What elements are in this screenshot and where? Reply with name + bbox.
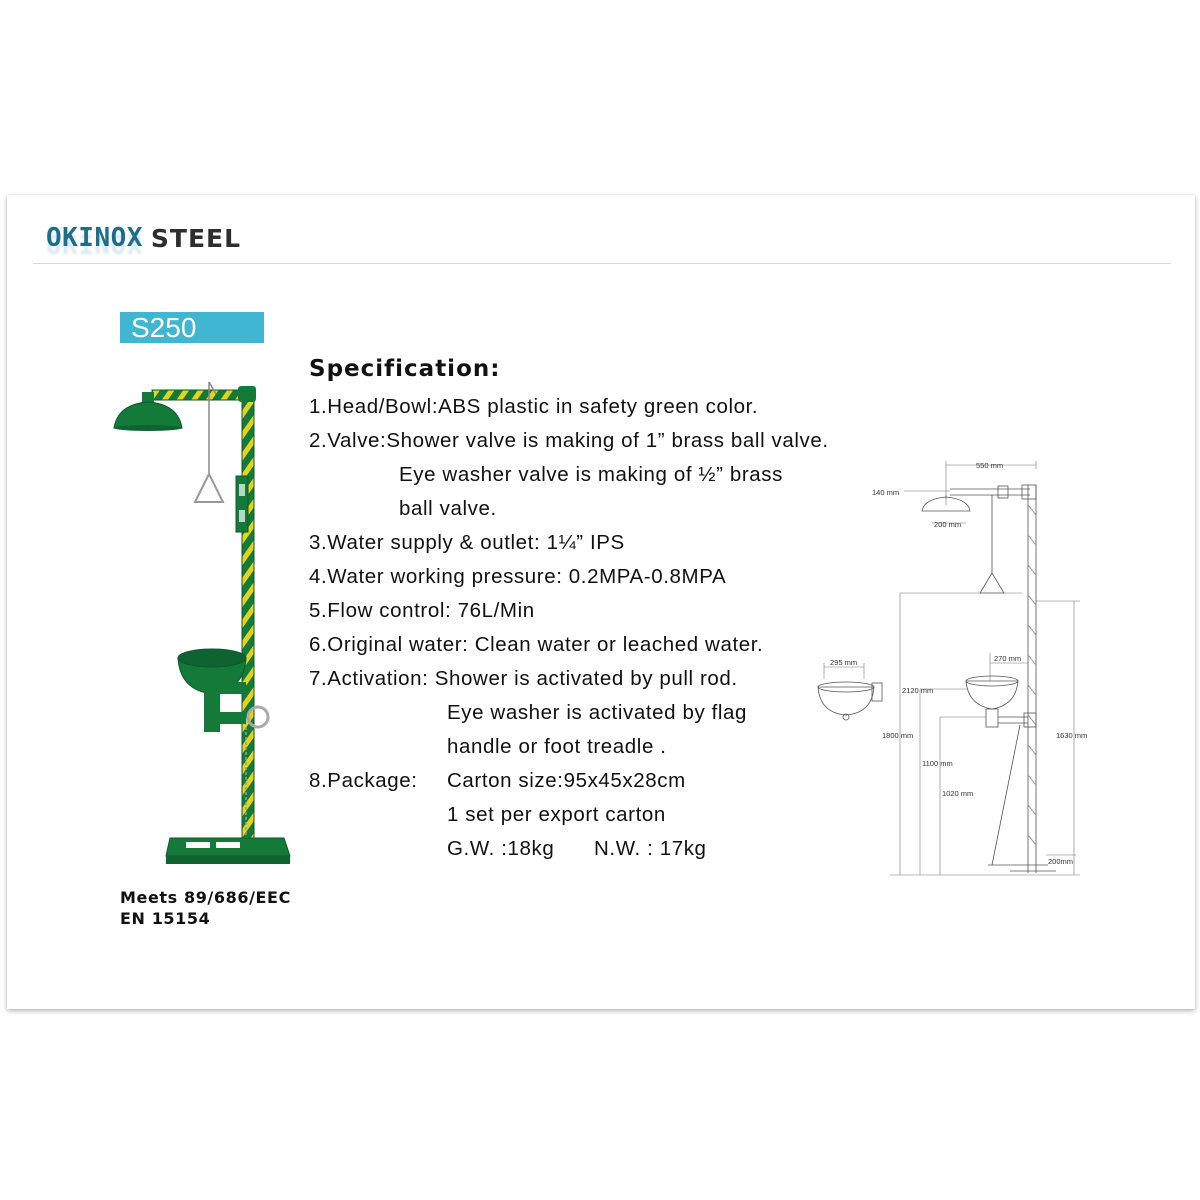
dim-1800: 1800 mm [882, 731, 914, 740]
spec-line-8d: N.W. : 17kg [594, 837, 707, 860]
product-photo [108, 372, 298, 882]
spec-line-2: 2.Valve:Shower valve is making of 1” brass ball valve. [309, 429, 829, 452]
model-badge: S250 [120, 312, 264, 343]
spec-line-4: 4.Water working pressure: 0.2MPA-0.8MPA [309, 565, 727, 588]
brand-name: OKINOX [46, 223, 143, 253]
spec-line-7: 7.Activation: Shower is activated by pull rod. [309, 667, 738, 690]
spec-line-3: 3.Water supply & outlet: 1¼” IPS [309, 531, 625, 554]
dim-1630: 1630 mm [1056, 731, 1088, 740]
certification-eec: Meets 89/686/EEC [120, 888, 291, 907]
spec-line-7b: Eye washer is activated by flag [447, 701, 748, 724]
spec-line-8: 8.Package: [309, 769, 418, 792]
spec-line-6: 6.Original water: Clean water or leached water. [309, 633, 764, 656]
header-divider [33, 263, 1171, 264]
dimension-drawing [810, 455, 1110, 885]
dim-1020: 1020 mm [942, 789, 974, 798]
spec-line-8a: Carton size:95x45x28cm [447, 769, 686, 792]
dim-1100: 1100 mm [922, 759, 953, 768]
spec-title: Specification: [309, 356, 501, 382]
spec-line-7c: handle or foot treadle . [447, 735, 667, 758]
spec-line-1: 1.Head/Bowl:ABS plastic in safety green color. [309, 395, 759, 418]
dim-140: 140 mm [872, 488, 900, 497]
certification-en: EN 15154 [120, 909, 211, 928]
dim-295: 295 mm [830, 658, 858, 667]
dim-2120: 2120 mm [902, 686, 934, 695]
dim-200b: 200mm [1048, 857, 1074, 866]
spec-line-8b: 1 set per export carton [447, 803, 666, 826]
dim-200: 200 mm [934, 520, 962, 529]
certifications [120, 887, 291, 929]
spec-line-2b: Eye washer valve is making of ½” brass [399, 463, 783, 486]
brand-name-suffix: STEEL [150, 223, 242, 253]
spec-line-8c: G.W. :18kg [447, 837, 555, 860]
brand-logo [46, 222, 241, 254]
spec-line-5: 5.Flow control: 76L/Min [309, 599, 535, 622]
spec-line-2c: ball valve. [399, 497, 497, 520]
dim-270: 270 mm [994, 654, 1022, 663]
dim-550: 550 mm [976, 461, 1004, 470]
